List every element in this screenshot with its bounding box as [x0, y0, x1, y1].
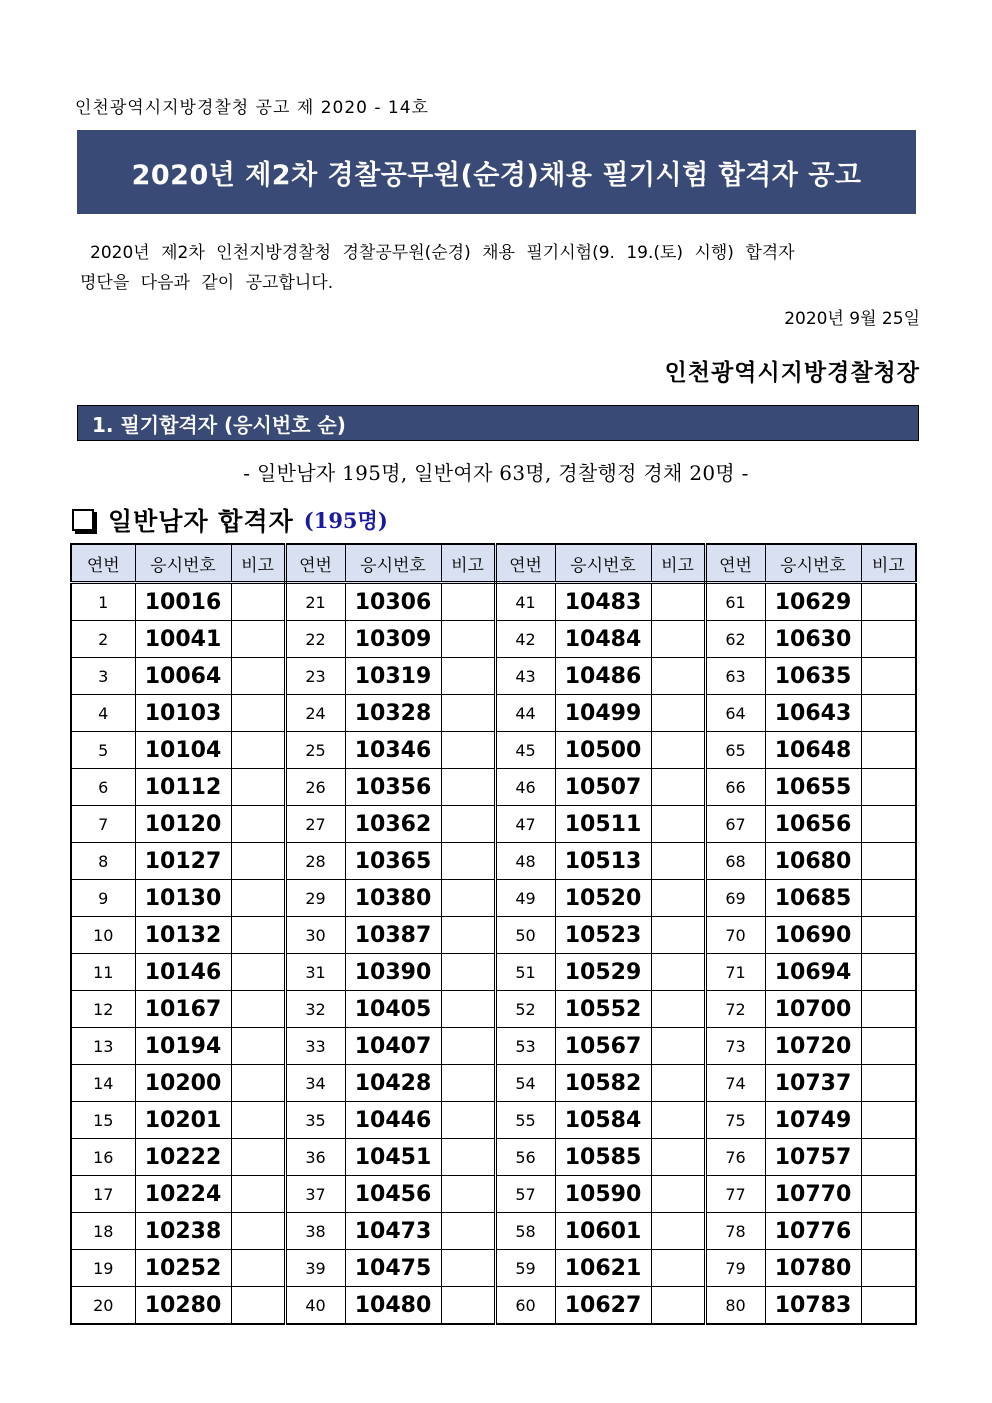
remark-cell [441, 658, 495, 695]
exam-number-cell: 10749 [765, 1102, 861, 1139]
remark-cell [231, 917, 285, 954]
remark-cell [441, 1287, 495, 1325]
remark-cell [651, 1176, 705, 1213]
exam-number-cell: 10780 [765, 1250, 861, 1287]
exam-number-cell: 10680 [765, 843, 861, 880]
serial-number-cell: 74 [705, 1065, 765, 1102]
exam-number-cell: 10127 [135, 843, 231, 880]
exam-number-cell: 10346 [345, 732, 441, 769]
table-row [71, 769, 916, 806]
remark-cell [651, 769, 705, 806]
exam-number-cell: 10200 [135, 1065, 231, 1102]
exam-number-cell: 10405 [345, 991, 441, 1028]
header-id: 응시번호 [555, 544, 651, 583]
serial-number-cell: 44 [495, 695, 555, 732]
exam-number-cell: 10365 [345, 843, 441, 880]
remark-cell [861, 583, 916, 621]
remark-cell [651, 1139, 705, 1176]
remark-cell [441, 1028, 495, 1065]
serial-number-cell: 64 [705, 695, 765, 732]
remark-cell [861, 991, 916, 1028]
exam-number-cell: 10222 [135, 1139, 231, 1176]
subsection-title: 일반남자 합격자 [108, 507, 294, 536]
exam-number-cell: 10480 [345, 1287, 441, 1325]
serial-number-cell: 19 [71, 1250, 135, 1287]
remark-cell [231, 769, 285, 806]
exam-number-cell: 10238 [135, 1213, 231, 1250]
remark-cell [231, 658, 285, 695]
table-body [71, 583, 916, 1325]
serial-number-cell: 41 [495, 583, 555, 621]
exam-number-cell: 10783 [765, 1287, 861, 1325]
serial-number-cell: 54 [495, 1065, 555, 1102]
header-no: 연번 [71, 544, 135, 583]
exam-number-cell: 10475 [345, 1250, 441, 1287]
serial-number-cell: 12 [71, 991, 135, 1028]
remark-cell [441, 695, 495, 732]
exam-number-cell: 10387 [345, 917, 441, 954]
remark-cell [231, 583, 285, 621]
serial-number-cell: 35 [285, 1102, 345, 1139]
serial-number-cell: 26 [285, 769, 345, 806]
exam-number-cell: 10648 [765, 732, 861, 769]
remark-cell [861, 695, 916, 732]
remark-cell [441, 621, 495, 658]
table-row [71, 843, 916, 880]
remark-cell [231, 1028, 285, 1065]
serial-number-cell: 70 [705, 917, 765, 954]
remark-cell [231, 1139, 285, 1176]
serial-number-cell: 3 [71, 658, 135, 695]
table-row [71, 658, 916, 695]
serial-number-cell: 57 [495, 1176, 555, 1213]
remark-cell [441, 1250, 495, 1287]
table-row [71, 1287, 916, 1325]
exam-number-cell: 10167 [135, 991, 231, 1028]
table-row [71, 880, 916, 917]
exam-number-cell: 10590 [555, 1176, 651, 1213]
exam-number-cell: 10486 [555, 658, 651, 695]
remark-cell [861, 769, 916, 806]
results-table-container [70, 543, 915, 1324]
remark-cell [861, 1139, 916, 1176]
exam-number-cell: 10770 [765, 1176, 861, 1213]
remark-cell [651, 1213, 705, 1250]
subsection-count: (195명) [303, 508, 388, 533]
exam-number-cell: 10500 [555, 732, 651, 769]
remark-cell [651, 1250, 705, 1287]
exam-number-cell: 10103 [135, 695, 231, 732]
serial-number-cell: 14 [71, 1065, 135, 1102]
serial-number-cell: 58 [495, 1213, 555, 1250]
serial-number-cell: 79 [705, 1250, 765, 1287]
serial-number-cell: 62 [705, 621, 765, 658]
remark-cell [651, 1287, 705, 1325]
serial-number-cell: 6 [71, 769, 135, 806]
exam-number-cell: 10380 [345, 880, 441, 917]
serial-number-cell: 1 [71, 583, 135, 621]
exam-number-cell: 10309 [345, 621, 441, 658]
remark-cell [231, 732, 285, 769]
page-title [77, 130, 916, 214]
intro-line-2: 명단을 다음과 같이 공고합니다. [80, 273, 334, 293]
exam-number-cell: 10655 [765, 769, 861, 806]
remark-cell [441, 1176, 495, 1213]
exam-number-cell: 10356 [345, 769, 441, 806]
serial-number-cell: 39 [285, 1250, 345, 1287]
exam-number-cell: 10627 [555, 1287, 651, 1325]
serial-number-cell: 56 [495, 1139, 555, 1176]
remark-cell [441, 769, 495, 806]
intro-line-1: 2020년 제2차 인천지방경찰청 경찰공무원(순경) 채용 필기시험(9. 19.(토) 시행) 합격자 [90, 243, 795, 263]
remark-cell [861, 880, 916, 917]
remark-cell [441, 880, 495, 917]
serial-number-cell: 76 [705, 1139, 765, 1176]
table-row [71, 991, 916, 1028]
serial-number-cell: 22 [285, 621, 345, 658]
serial-number-cell: 68 [705, 843, 765, 880]
exam-number-cell: 10328 [345, 695, 441, 732]
serial-number-cell: 78 [705, 1213, 765, 1250]
serial-number-cell: 61 [705, 583, 765, 621]
remark-cell [861, 1176, 916, 1213]
exam-number-cell: 10064 [135, 658, 231, 695]
table-row [71, 695, 916, 732]
intro-paragraph [80, 238, 920, 298]
remark-cell [441, 1065, 495, 1102]
serial-number-cell: 77 [705, 1176, 765, 1213]
table-row [71, 1176, 916, 1213]
table-row [71, 1250, 916, 1287]
serial-number-cell: 73 [705, 1028, 765, 1065]
header-id: 응시번호 [345, 544, 441, 583]
page-title-text: 2020년 제2차 경찰공무원(순경)채용 필기시험 합격자 공고 [131, 159, 862, 191]
serial-number-cell: 24 [285, 695, 345, 732]
exam-number-cell: 10757 [765, 1139, 861, 1176]
exam-number-cell: 10407 [345, 1028, 441, 1065]
exam-number-cell: 10601 [555, 1213, 651, 1250]
remark-cell [231, 1287, 285, 1325]
remark-cell [441, 1139, 495, 1176]
remark-cell [441, 583, 495, 621]
header-no: 연번 [285, 544, 345, 583]
remark-cell [651, 1065, 705, 1102]
serial-number-cell: 65 [705, 732, 765, 769]
section-header [77, 405, 919, 441]
remark-cell [651, 658, 705, 695]
remark-cell [231, 843, 285, 880]
serial-number-cell: 72 [705, 991, 765, 1028]
exam-number-cell: 10451 [345, 1139, 441, 1176]
remark-cell [651, 880, 705, 917]
remark-cell [231, 954, 285, 991]
header-remark: 비고 [441, 544, 495, 583]
exam-number-cell: 10120 [135, 806, 231, 843]
serial-number-cell: 80 [705, 1287, 765, 1325]
table-row [71, 954, 916, 991]
table-row [71, 1028, 916, 1065]
serial-number-cell: 34 [285, 1065, 345, 1102]
exam-number-cell: 10319 [345, 658, 441, 695]
remark-cell [231, 880, 285, 917]
exam-number-cell: 10112 [135, 769, 231, 806]
remark-cell [861, 1250, 916, 1287]
remark-cell [441, 917, 495, 954]
signer: 인천광역시지방경찰청장 [664, 360, 920, 386]
header-no: 연번 [705, 544, 765, 583]
serial-number-cell: 18 [71, 1213, 135, 1250]
header-remark: 비고 [231, 544, 285, 583]
exam-number-cell: 10694 [765, 954, 861, 991]
serial-number-cell: 60 [495, 1287, 555, 1325]
header-remark: 비고 [861, 544, 916, 583]
serial-number-cell: 32 [285, 991, 345, 1028]
serial-number-cell: 30 [285, 917, 345, 954]
exam-number-cell: 10306 [345, 583, 441, 621]
remark-cell [861, 954, 916, 991]
exam-number-cell: 10041 [135, 621, 231, 658]
notice-date: 2020년 9월 25일 [784, 309, 920, 329]
serial-number-cell: 71 [705, 954, 765, 991]
remark-cell [861, 732, 916, 769]
serial-number-cell: 66 [705, 769, 765, 806]
exam-number-cell: 10252 [135, 1250, 231, 1287]
serial-number-cell: 37 [285, 1176, 345, 1213]
remark-cell [441, 991, 495, 1028]
remark-cell [861, 1102, 916, 1139]
exam-number-cell: 10428 [345, 1065, 441, 1102]
exam-number-cell: 10446 [345, 1102, 441, 1139]
serial-number-cell: 20 [71, 1287, 135, 1325]
section-title: 1. 필기합격자 (응시번호 순) [92, 412, 346, 437]
serial-number-cell: 11 [71, 954, 135, 991]
serial-number-cell: 42 [495, 621, 555, 658]
remark-cell [441, 843, 495, 880]
exam-number-cell: 10643 [765, 695, 861, 732]
exam-number-cell: 10507 [555, 769, 651, 806]
serial-number-cell: 4 [71, 695, 135, 732]
remark-cell [231, 991, 285, 1028]
serial-number-cell: 16 [71, 1139, 135, 1176]
serial-number-cell: 67 [705, 806, 765, 843]
remark-cell [441, 1102, 495, 1139]
remark-cell [651, 991, 705, 1028]
remark-cell [861, 1028, 916, 1065]
remark-cell [651, 621, 705, 658]
serial-number-cell: 10 [71, 917, 135, 954]
exam-number-cell: 10690 [765, 917, 861, 954]
exam-number-cell: 10552 [555, 991, 651, 1028]
remark-cell [651, 806, 705, 843]
remark-cell [861, 806, 916, 843]
exam-number-cell: 10511 [555, 806, 651, 843]
exam-number-cell: 10473 [345, 1213, 441, 1250]
remark-cell [231, 806, 285, 843]
exam-number-cell: 10456 [345, 1176, 441, 1213]
exam-number-cell: 10685 [765, 880, 861, 917]
remark-cell [651, 583, 705, 621]
exam-number-cell: 10390 [345, 954, 441, 991]
remark-cell [651, 1028, 705, 1065]
serial-number-cell: 8 [71, 843, 135, 880]
remark-cell [441, 732, 495, 769]
exam-number-cell: 10483 [555, 583, 651, 621]
remark-cell [861, 1065, 916, 1102]
serial-number-cell: 23 [285, 658, 345, 695]
exam-number-cell: 10567 [555, 1028, 651, 1065]
serial-number-cell: 28 [285, 843, 345, 880]
remark-cell [231, 1176, 285, 1213]
exam-number-cell: 10585 [555, 1139, 651, 1176]
serial-number-cell: 7 [71, 806, 135, 843]
serial-number-cell: 45 [495, 732, 555, 769]
table-row [71, 1065, 916, 1102]
exam-number-cell: 10132 [135, 917, 231, 954]
serial-number-cell: 59 [495, 1250, 555, 1287]
remark-cell [231, 1213, 285, 1250]
exam-number-cell: 10016 [135, 583, 231, 621]
serial-number-cell: 50 [495, 917, 555, 954]
table-row [71, 806, 916, 843]
remark-cell [651, 843, 705, 880]
remark-cell [441, 806, 495, 843]
serial-number-cell: 2 [71, 621, 135, 658]
serial-number-cell: 43 [495, 658, 555, 695]
serial-number-cell: 48 [495, 843, 555, 880]
header-id: 응시번호 [765, 544, 861, 583]
serial-number-cell: 5 [71, 732, 135, 769]
exam-number-cell: 10499 [555, 695, 651, 732]
exam-number-cell: 10584 [555, 1102, 651, 1139]
exam-number-cell: 10529 [555, 954, 651, 991]
remark-cell [861, 621, 916, 658]
exam-number-cell: 10630 [765, 621, 861, 658]
table-row [71, 621, 916, 658]
table-row [71, 1102, 916, 1139]
exam-number-cell: 10280 [135, 1287, 231, 1325]
serial-number-cell: 47 [495, 806, 555, 843]
exam-number-cell: 10484 [555, 621, 651, 658]
serial-number-cell: 27 [285, 806, 345, 843]
exam-number-cell: 10513 [555, 843, 651, 880]
remark-cell [441, 954, 495, 991]
exam-number-cell: 10656 [765, 806, 861, 843]
serial-number-cell: 25 [285, 732, 345, 769]
exam-number-cell: 10201 [135, 1102, 231, 1139]
table-row [71, 583, 916, 621]
exam-number-cell: 10146 [135, 954, 231, 991]
table-row [71, 1139, 916, 1176]
remark-cell [231, 1250, 285, 1287]
remark-cell [231, 695, 285, 732]
serial-number-cell: 75 [705, 1102, 765, 1139]
serial-number-cell: 29 [285, 880, 345, 917]
serial-number-cell: 13 [71, 1028, 135, 1065]
serial-number-cell: 9 [71, 880, 135, 917]
remark-cell [231, 1065, 285, 1102]
remark-cell [651, 954, 705, 991]
remark-cell [861, 1213, 916, 1250]
serial-number-cell: 33 [285, 1028, 345, 1065]
serial-number-cell: 15 [71, 1102, 135, 1139]
serial-number-cell: 31 [285, 954, 345, 991]
serial-number-cell: 40 [285, 1287, 345, 1325]
remark-cell [231, 621, 285, 658]
exam-number-cell: 10523 [555, 917, 651, 954]
serial-number-cell: 17 [71, 1176, 135, 1213]
serial-number-cell: 36 [285, 1139, 345, 1176]
serial-number-cell: 55 [495, 1102, 555, 1139]
exam-number-cell: 10194 [135, 1028, 231, 1065]
serial-number-cell: 53 [495, 1028, 555, 1065]
remark-cell [861, 843, 916, 880]
summary-line: - 일반남자 195명, 일반여자 63명, 경찰행정 경채 20명 - [243, 461, 749, 485]
header-remark: 비고 [651, 544, 705, 583]
header-no: 연번 [495, 544, 555, 583]
exam-number-cell: 10737 [765, 1065, 861, 1102]
serial-number-cell: 38 [285, 1213, 345, 1250]
subsection-heading [72, 502, 388, 538]
remark-cell [861, 1287, 916, 1325]
serial-number-cell: 52 [495, 991, 555, 1028]
remark-cell [651, 695, 705, 732]
serial-number-cell: 69 [705, 880, 765, 917]
exam-number-cell: 10776 [765, 1213, 861, 1250]
remark-cell [861, 917, 916, 954]
exam-number-cell: 10362 [345, 806, 441, 843]
header-id: 응시번호 [135, 544, 231, 583]
serial-number-cell: 21 [285, 583, 345, 621]
exam-number-cell: 10104 [135, 732, 231, 769]
table-row [71, 917, 916, 954]
exam-number-cell: 10224 [135, 1176, 231, 1213]
serial-number-cell: 63 [705, 658, 765, 695]
remark-cell [651, 917, 705, 954]
checkbox-square-icon [72, 509, 94, 531]
serial-number-cell: 51 [495, 954, 555, 991]
table-header-row [71, 544, 916, 583]
remark-cell [231, 1102, 285, 1139]
remark-cell [861, 658, 916, 695]
serial-number-cell: 46 [495, 769, 555, 806]
table-row [71, 732, 916, 769]
notice-number: 인천광역시지방경찰청 공고 제 2020 - 14호 [75, 98, 429, 118]
exam-number-cell: 10629 [765, 583, 861, 621]
exam-number-cell: 10582 [555, 1065, 651, 1102]
serial-number-cell: 49 [495, 880, 555, 917]
exam-number-cell: 10635 [765, 658, 861, 695]
exam-number-cell: 10720 [765, 1028, 861, 1065]
exam-number-cell: 10700 [765, 991, 861, 1028]
exam-number-cell: 10130 [135, 880, 231, 917]
exam-number-cell: 10621 [555, 1250, 651, 1287]
remark-cell [651, 732, 705, 769]
results-table [70, 543, 917, 1325]
exam-number-cell: 10520 [555, 880, 651, 917]
remark-cell [441, 1213, 495, 1250]
remark-cell [651, 1102, 705, 1139]
table-row [71, 1213, 916, 1250]
